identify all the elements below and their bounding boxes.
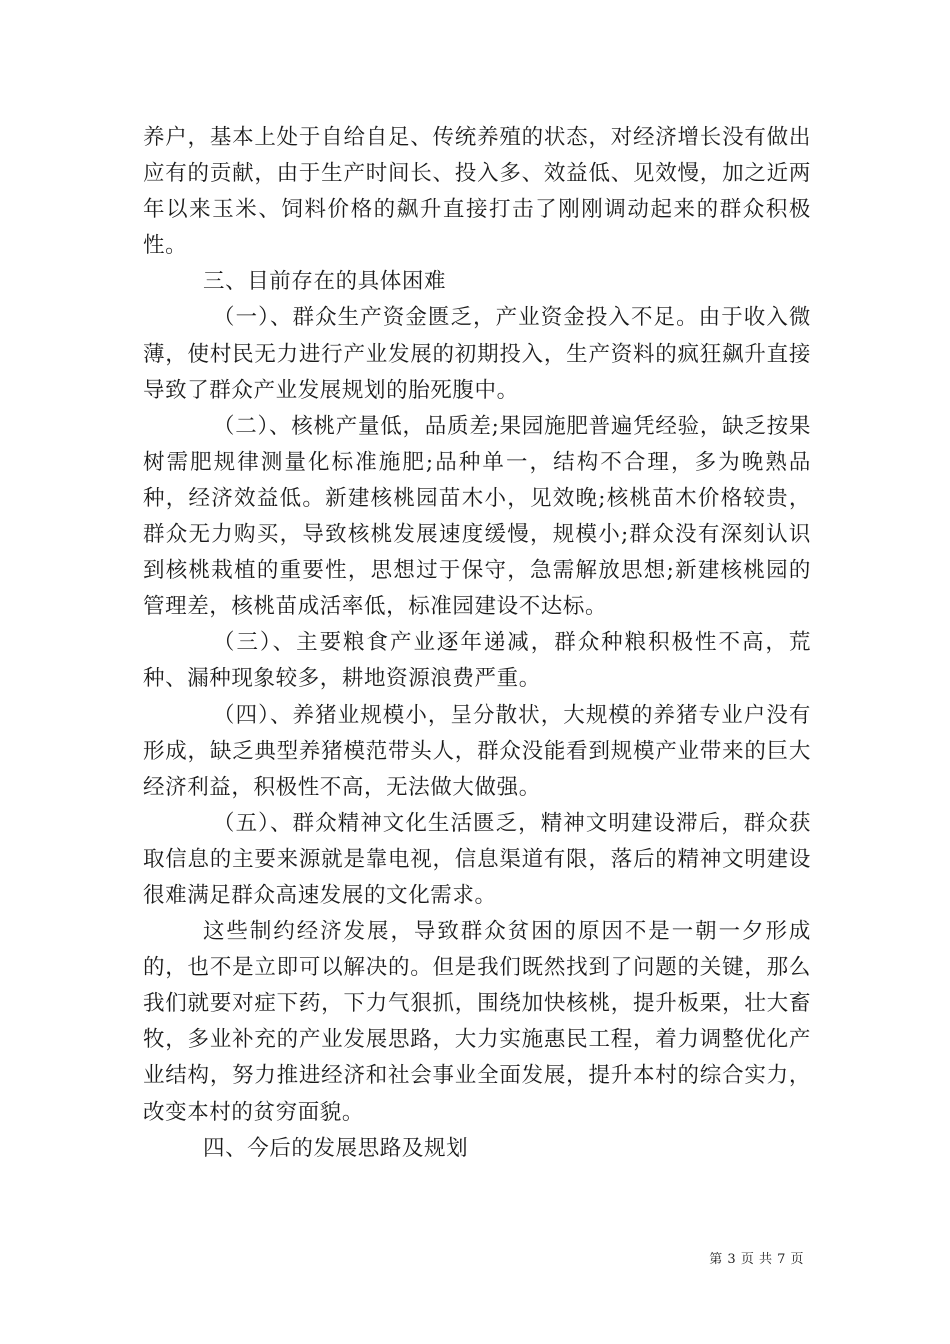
paragraph-item-2: （二）、核桃产量低，品质差;果园施肥普遍凭经验，缺乏按果树需肥规律测量化标准施肥;品种单一，结构不合理，多为晚熟品种，经济效益低。新建核桃园苗木小，见效晚;核桃苗木价格较贵，群众无力购买，导致核桃发展速度缓慢，规模小;群众没有深刻认识到核桃栽植的重要性，思想过于保守，急需解放思想;新建核桃园的管理差，核桃苗成活率低，标准园建设不达标。 xyxy=(143,413,811,620)
document-body xyxy=(143,120,811,1167)
paragraph-item-4: （四）、养猪业规模小，呈分散状，大规模的养猪专业户没有形成，缺乏典型养猪模范带头人，群众没能看到规模产业带来的巨大经济利益，积极性不高，无法做大做强。 xyxy=(143,702,811,800)
page-number: 第 3 页 共 7 页 xyxy=(709,1252,804,1267)
paragraph-item-5: （五）、群众精神文化生活匮乏，精神文明建设滞后，群众获取信息的主要来源就是靠电视，信息渠道有限，落后的精神文明建设很难满足群众高速发展的文化需求。 xyxy=(143,810,811,908)
paragraph-item-3: （三）、主要粮食产业逐年递减，群众种粮积极性不高，荒种、漏种现象较多，耕地资源浪费严重。 xyxy=(143,630,811,692)
paragraph-item-1: （一）、群众生产资金匮乏，产业资金投入不足。由于收入微薄，使村民无力进行产业发展的初期投入，生产资料的疯狂飙升直接导致了群众产业发展规划的胎死腹中。 xyxy=(143,305,811,403)
paragraph-continuation: 养户，基本上处于自给自足、传统养殖的状态，对经济增长没有做出应有的贡献，由于生产时间长、投入多、效益低、见效慢，加之近两年以来玉米、饲料价格的飙升直接打击了刚刚调动起来的群众积极性。 xyxy=(143,125,811,259)
section-heading-3: 三、目前存在的具体困难 xyxy=(203,269,447,295)
section-heading-4: 四、今后的发展思路及规划 xyxy=(203,1135,469,1161)
paragraph-summary: 这些制约经济发展，导致群众贫困的原因不是一朝一夕形成的，也不是立即可以解决的。但是我们既然找到了问题的关键，那么我们就要对症下药，下力气狠抓，围绕加快核桃，提升板栗，壮大畜牧，多业补充的产业发展思路，大力实施惠民工程，着力调整优化产业结构，努力推进经济和社会事业全面发展，提升本村的综合实力，改变本村的贫穷面貌。 xyxy=(143,919,811,1125)
